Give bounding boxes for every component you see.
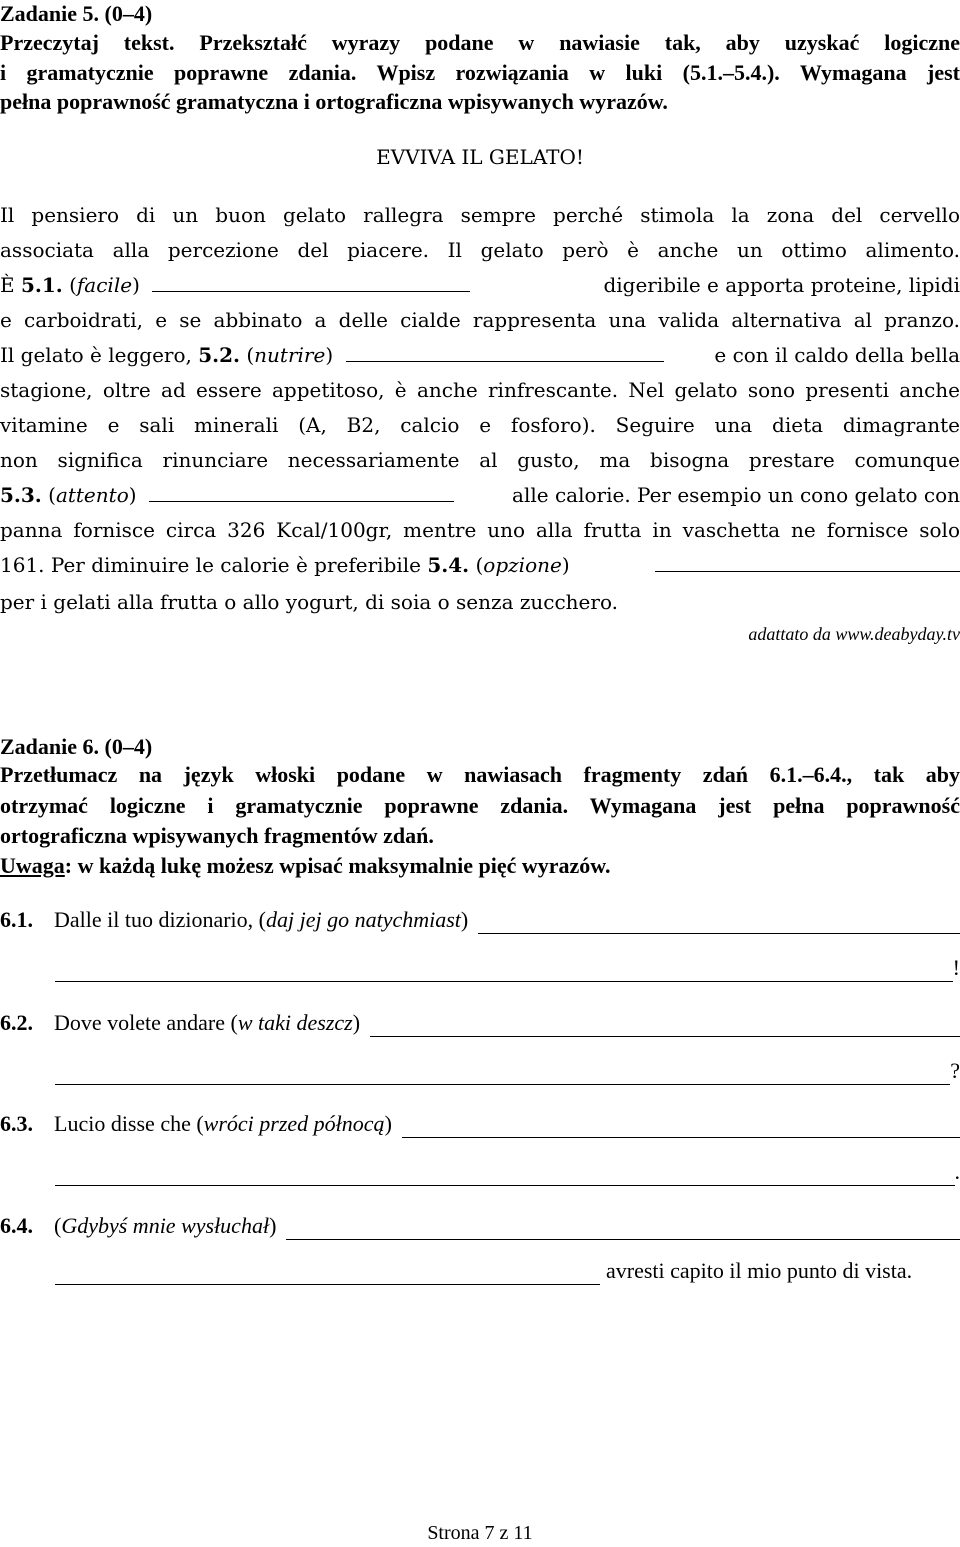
item-prefix: (: [54, 1213, 61, 1238]
answer-blank-6-1-a[interactable]: [478, 913, 960, 934]
text-line-5: Il gelato è leggero, 5.2. (nutrire) e con il caldo della bella: [0, 341, 960, 369]
item-hint: Gdybyś mnie wysłuchał: [61, 1213, 269, 1238]
text-title: EVVIVA IL GELATO!: [0, 143, 960, 171]
text-line-7: vitamine e sali minerali (A, B2, calcio e fosforo). Seguire una dieta dimagrante: [0, 411, 960, 439]
task5-instruction-line3: pełna poprawność gramatyczna i ortograficzna wpisywanych wyrazów.: [0, 88, 960, 116]
item-suffix: ): [385, 1111, 392, 1136]
item-6-4: [0, 1212, 960, 1240]
item-ending: !: [953, 954, 960, 982]
task5-instruction-line1: Przeczytaj tekst. Przekształć wyrazy podane w nawiasie tak, aby uzyskać logiczne: [0, 29, 960, 57]
note-label: Uwaga: [0, 853, 65, 878]
item-hint: wróci przed północą: [204, 1111, 385, 1136]
item-6-1: [0, 906, 960, 934]
item-suffix: ): [353, 1010, 360, 1035]
gap-word-5-2: nutrire: [254, 343, 325, 367]
task6-note: [0, 852, 960, 880]
answer-blank-5-2[interactable]: [346, 341, 664, 362]
text-fragment: 161. Per diminuire le calorie è preferibile: [0, 553, 427, 577]
answer-blank-5-4[interactable]: [655, 551, 960, 572]
source-note: adattato da www.deabyday.tv: [0, 620, 960, 648]
text-fragment: alle calorie. Per esempio un cono gelato con: [512, 481, 960, 509]
gap-number-5-3: 5.3.: [0, 483, 42, 507]
gap-number-5-4: 5.4.: [427, 553, 469, 577]
gap-number-5-2: 5.2.: [198, 343, 240, 367]
answer-blank-5-3[interactable]: [149, 481, 454, 502]
text-fragment: Il gelato è leggero,: [0, 343, 198, 367]
item-6-2-continuation: [0, 1057, 960, 1085]
task6-instruction-line2: otrzymać logiczne i gramatycznie poprawne zdania. Wymagana jest pełna poprawność: [0, 792, 960, 820]
text-line-1: Il pensiero di un buon gelato rallegra sempre perché stimola la zona del cervello: [0, 201, 960, 229]
text-fragment: È: [0, 273, 21, 297]
gap-word-5-1: facile: [77, 273, 132, 297]
text-line-2: associata alla percezione del piacere. Il gelato però è anche un ottimo alimento.: [0, 236, 960, 264]
item-number: 6.4.: [0, 1212, 48, 1240]
task6-instruction-line3: ortograficzna wpisywanych fragmentów zdań.: [0, 822, 960, 850]
item-6-3: [0, 1110, 960, 1138]
page-footer: Strona 7 z 11: [0, 1519, 960, 1547]
gap-word-5-3: attento: [56, 483, 129, 507]
text-line-6: stagione, oltre ad essere appetitoso, è anche rinfrescante. Nel gelato sono presenti anche: [0, 376, 960, 404]
item-6-1-continuation: [0, 954, 960, 982]
text-fragment: e con il caldo della bella: [714, 341, 960, 369]
answer-blank-5-1[interactable]: [152, 271, 470, 292]
gap-word-5-4: opzione: [483, 553, 562, 577]
gap-number-5-1: 5.1.: [21, 273, 63, 297]
item-number: 6.3.: [0, 1110, 48, 1138]
answer-blank-6-3-b[interactable]: [55, 1165, 955, 1186]
item-suffix: ): [461, 907, 468, 932]
task6-instruction-line1: Przetłumacz na język włoski podane w nawiasach fragmenty zdań 6.1.–6.4., tak aby: [0, 761, 960, 789]
text-fragment: digeribile e apporta proteine, lipidi: [603, 271, 960, 299]
text-line-4: e carboidrati, e se abbinato a delle cialde rappresenta una valida alternativa al pranzo.: [0, 306, 960, 334]
answer-blank-6-2-b[interactable]: [55, 1064, 950, 1085]
item-number: 6.2.: [0, 1009, 48, 1037]
task5-title: Zadanie 5. (0–4): [0, 0, 960, 28]
answer-blank-6-4-a[interactable]: [286, 1219, 960, 1240]
text-line-11: 161. Per diminuire le calorie è preferibile 5.4. (opzione): [0, 551, 960, 579]
answer-blank-6-3-a[interactable]: [402, 1117, 960, 1138]
item-6-4-continuation: [0, 1257, 960, 1285]
item-prefix: Lucio disse che (: [54, 1111, 204, 1136]
task5-instruction-line2: i gramatycznie poprawne zdania. Wpisz rozwiązania w luki (5.1.–5.4.). Wymagana jest: [0, 59, 960, 87]
item-prefix: Dalle il tuo dizionario, (: [54, 907, 266, 932]
text-line-9: 5.3. (attento) alle calorie. Per esempio un cono gelato con: [0, 481, 960, 509]
text-line-3: È 5.1. (facile) digeribile e apporta proteine, lipidi: [0, 271, 960, 299]
item-hint: w taki deszcz: [238, 1010, 353, 1035]
item-6-3-continuation: [0, 1158, 960, 1186]
item-ending: avresti capito il mio punto di vista.: [606, 1257, 912, 1285]
answer-blank-6-1-b[interactable]: [55, 961, 953, 982]
answer-blank-6-4-b[interactable]: [55, 1264, 600, 1285]
note-text: : w każdą lukę możesz wpisać maksymalnie pięć wyrazów.: [65, 853, 611, 878]
item-6-2: [0, 1009, 960, 1037]
item-suffix: ): [269, 1213, 276, 1238]
text-line-12: per i gelati alla frutta o allo yogurt, di soia o senza zucchero.: [0, 588, 960, 616]
item-number: 6.1.: [0, 906, 48, 934]
task6-title: Zadanie 6. (0–4): [0, 733, 960, 761]
item-ending: ?: [950, 1057, 960, 1085]
item-prefix: Dove volete andare (: [54, 1010, 238, 1035]
text-line-10: panna fornisce circa 326 Kcal/100gr, mentre uno alla frutta in vaschetta ne fornisce solo: [0, 516, 960, 544]
answer-blank-6-2-a[interactable]: [370, 1016, 960, 1037]
text-line-8: non significa rinunciare necessariamente al gusto, ma bisogna prestare comunque: [0, 446, 960, 474]
item-ending: .: [955, 1158, 960, 1186]
item-hint: daj jej go natychmiast: [266, 907, 461, 932]
